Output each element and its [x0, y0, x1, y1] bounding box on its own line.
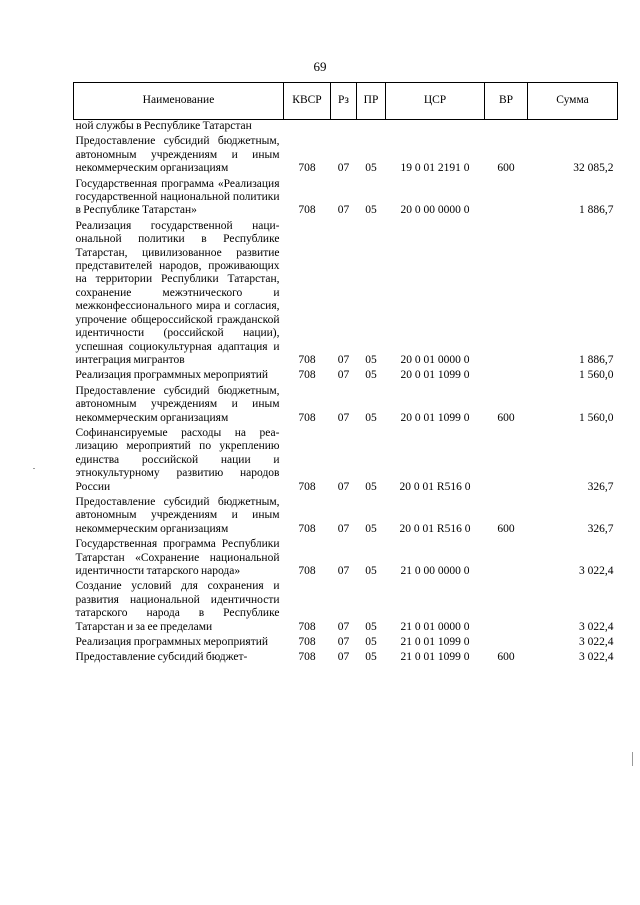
- row-pr: 05: [365, 162, 377, 175]
- budget-table: [73, 82, 618, 665]
- column-header-csr: ЦСР: [386, 83, 485, 120]
- row-csr: 21 0 00 0000 0: [400, 565, 470, 577]
- row-vr: [485, 578, 528, 634]
- scan-mark: [632, 752, 633, 766]
- row-sum: [528, 120, 618, 134]
- row-rz: 07: [337, 620, 350, 633]
- row-rz: 07: [337, 353, 350, 366]
- row-csr: 20 0 01 1099 0: [400, 369, 470, 382]
- row-vr: 600: [497, 651, 515, 664]
- row-pr: 05: [365, 204, 377, 217]
- table-row: [74, 536, 618, 578]
- row-csr: 20 0 01 R516 0: [399, 522, 471, 535]
- scan-mark: [33, 468, 35, 469]
- row-csr: 21 0 01 1099 0: [400, 636, 470, 649]
- row-rz: 07: [337, 369, 350, 382]
- row-sum: 3 022,4: [579, 565, 614, 577]
- row-rz: 07: [337, 204, 350, 217]
- row-pr: 05: [365, 636, 377, 649]
- row-pr: 05: [365, 522, 377, 535]
- row-kvsr: 708: [298, 480, 316, 493]
- table-body: [74, 120, 618, 665]
- row-vr: 600: [497, 411, 515, 424]
- row-pr: 05: [365, 480, 377, 493]
- row-vr: 600: [497, 522, 515, 535]
- row-name: Реализация государственной национальной политики в Республике Татарстан, цивилизованное развитие представителей народов, проживающих на территории Республики Татарстан, сохранение межэтнического и межконфессионального мира и согласия, упрочение общероссийской гражданской идентичности (российской нации), успешная социокультурная адаптация и интеграция мигрантов: [75, 219, 280, 366]
- row-name: Предоставление субсидий бюджетным, автономным учреждениям и иным некоммерческим организациям: [75, 384, 280, 424]
- row-pr: 05: [365, 620, 377, 633]
- row-sum: 3 022,4: [579, 651, 614, 664]
- row-vr: [485, 367, 528, 382]
- page-number: 69: [313, 59, 327, 74]
- column-header-vr: ВР: [485, 83, 528, 120]
- row-sum: 1 560,0: [579, 369, 614, 382]
- column-header-name: Наименование: [74, 83, 284, 120]
- table-row: [74, 383, 618, 425]
- row-csr: 21 0 01 0000 0: [400, 620, 470, 633]
- row-sum: 3 022,4: [579, 636, 614, 649]
- row-kvsr: 708: [298, 565, 316, 577]
- row-pr: 05: [365, 565, 377, 577]
- table-header: [74, 83, 618, 120]
- row-kvsr: 708: [298, 636, 316, 649]
- row-sum: 1 886,7: [579, 353, 614, 366]
- table-row: [74, 634, 618, 649]
- row-name: Софинансируемые расходы на реализацию мероприятий по укреплению единства российской нации и этнокультурному развитию народов России: [75, 426, 280, 493]
- column-header-kvsr: КВСР: [284, 83, 331, 120]
- row-csr: [386, 120, 485, 134]
- row-name: ной службы в Республике Татарстан: [75, 120, 252, 132]
- row-pr: 05: [365, 353, 377, 366]
- row-name: Создание условий для сохранения и развития национальной идентичности татарского народа в Республике Татарстан и за ее пределами: [75, 580, 280, 633]
- row-vr: [485, 425, 528, 494]
- row-vr: [485, 536, 528, 578]
- row-rz: 07: [337, 480, 350, 493]
- row-kvsr: 708: [298, 651, 316, 664]
- row-rz: [331, 120, 357, 134]
- row-csr: 19 0 01 2191 0: [400, 162, 470, 175]
- row-rz: 07: [337, 522, 350, 535]
- row-kvsr: 708: [298, 620, 316, 633]
- row-rz: 07: [337, 651, 350, 664]
- row-sum: 3 022,4: [579, 620, 614, 633]
- row-name: Реализация программных мероприятий: [75, 369, 269, 382]
- row-vr: [485, 634, 528, 649]
- row-csr: 21 0 01 1099 0: [400, 651, 470, 664]
- row-name: Предоставление субсидий бюджетным, автономным учреждениям и иным некоммерческим организациям: [75, 135, 280, 175]
- row-sum: 326,7: [587, 522, 614, 535]
- table-row: [74, 367, 618, 382]
- row-csr: 20 0 01 1099 0: [400, 411, 470, 424]
- table-row: [74, 176, 618, 218]
- row-pr: [357, 120, 386, 134]
- row-rz: 07: [337, 636, 350, 649]
- row-csr: 20 0 01 R516 0: [399, 480, 471, 493]
- row-sum: 1 560,0: [579, 411, 614, 424]
- row-kvsr: 708: [298, 411, 316, 424]
- row-rz: 07: [337, 162, 350, 175]
- table-row: [74, 578, 618, 634]
- table-row: [74, 218, 618, 367]
- row-vr: [485, 176, 528, 218]
- row-kvsr: 708: [298, 369, 316, 382]
- row-rz: 07: [337, 565, 350, 577]
- row-vr: [485, 218, 528, 367]
- column-header-rz: Рз: [331, 83, 357, 120]
- row-pr: 05: [365, 369, 377, 382]
- row-name: Государственная программа Республики Татарстан «Сохранение национальной идентичности татарского народа»: [75, 538, 280, 577]
- row-kvsr: 708: [298, 522, 316, 535]
- row-vr: [485, 120, 528, 134]
- row-sum: 1 886,7: [579, 204, 614, 217]
- column-header-pr: ПР: [357, 83, 386, 120]
- row-kvsr: 708: [298, 353, 316, 366]
- table-row: [74, 425, 618, 494]
- row-kvsr: 708: [298, 162, 316, 175]
- row-csr: 20 0 00 0000 0: [400, 204, 470, 217]
- row-name: Государственная программа «Реализация государственной национальной политики в Республике Татарстан»: [75, 177, 280, 217]
- table-row: [74, 120, 618, 134]
- row-csr: 20 0 01 0000 0: [400, 353, 470, 366]
- row-kvsr: 708: [298, 204, 316, 217]
- row-name: Предоставление субсидий бюджетным, автономным учреждениям и иным некоммерческим организациям: [75, 495, 280, 535]
- row-name: Предоставление субсидий бюджет-: [75, 651, 248, 664]
- table-row: [74, 494, 618, 536]
- table-row: [74, 133, 618, 175]
- row-sum: 32 085,2: [573, 162, 614, 175]
- row-sum: 326,7: [587, 480, 614, 493]
- row-kvsr: [284, 120, 331, 134]
- row-name: Реализация программных мероприятий: [75, 636, 269, 649]
- table-row: [74, 649, 618, 664]
- row-vr: 600: [497, 162, 515, 175]
- row-rz: 07: [337, 411, 350, 424]
- row-pr: 05: [365, 411, 377, 424]
- column-header-sum: Сумма: [528, 83, 618, 120]
- row-pr: 05: [365, 651, 377, 664]
